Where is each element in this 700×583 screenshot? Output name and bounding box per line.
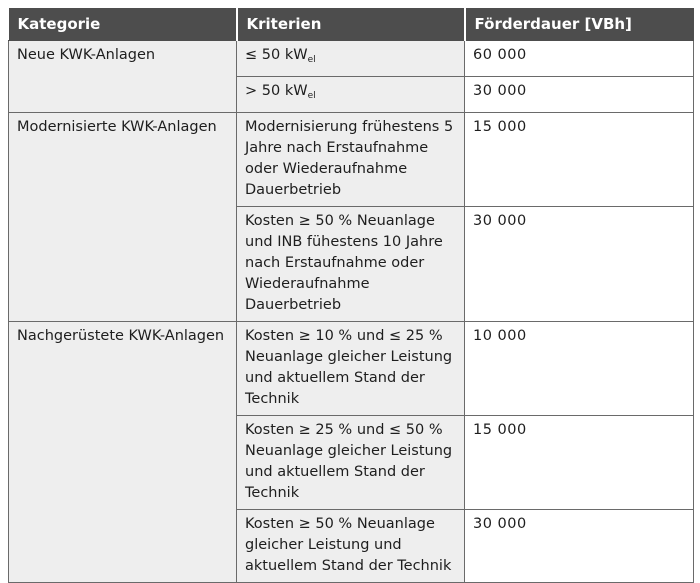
header-row [9, 8, 694, 41]
duration-cell: 30 000 [465, 510, 694, 583]
duration-cell: 15 000 [465, 113, 694, 207]
criterion-text: ≤ 50 kW [245, 47, 308, 63]
table-row [9, 113, 694, 207]
criterion-subscript: el [307, 91, 316, 101]
duration-cell: 15 000 [465, 416, 694, 510]
category-cell: Modernisierte KWK-Anlagen [9, 113, 237, 322]
duration-cell: 30 000 [465, 77, 694, 113]
duration-cell: 30 000 [465, 207, 694, 322]
funding-duration-table [8, 8, 694, 583]
category-cell: Neue KWK-Anlagen [9, 41, 237, 113]
duration-cell: 10 000 [465, 322, 694, 416]
table-row [9, 41, 694, 77]
category-cell: Nachgerüstete KWK-Anlagen [9, 322, 237, 583]
table-row [9, 322, 694, 416]
criterion-cell: Kosten ≥ 25 % und ≤ 50 % Neuanlage gleicher Leistung und aktuellem Stand der Technik [237, 416, 465, 510]
header-criteria: Kriterien [237, 8, 465, 41]
criterion-cell: Kosten ≥ 50 % Neuanlage und INB fühestens 10 Jahre nach Erstaufnahme oder Wiederaufnahme Dauerbetrieb [237, 207, 465, 322]
criterion-cell: Kosten ≥ 10 % und ≤ 25 % Neuanlage gleicher Leistung und aktuellem Stand der Technik [237, 322, 465, 416]
header-category: Kategorie [9, 8, 237, 41]
criterion-subscript: el [307, 55, 316, 65]
table-header [9, 8, 694, 41]
duration-cell: 60 000 [465, 41, 694, 77]
criterion-cell [237, 41, 465, 77]
criterion-cell: Kosten ≥ 50 % Neuanlage gleicher Leistung und aktuellem Stand der Technik [237, 510, 465, 583]
criterion-text: > 50 kW [245, 83, 308, 99]
criterion-cell [237, 77, 465, 113]
header-duration: Förderdauer [VBh] [465, 8, 694, 41]
criterion-cell: Modernisierung frühestens 5 Jahre nach Erstaufnahme oder Wiederaufnahme Dauerbetrieb [237, 113, 465, 207]
